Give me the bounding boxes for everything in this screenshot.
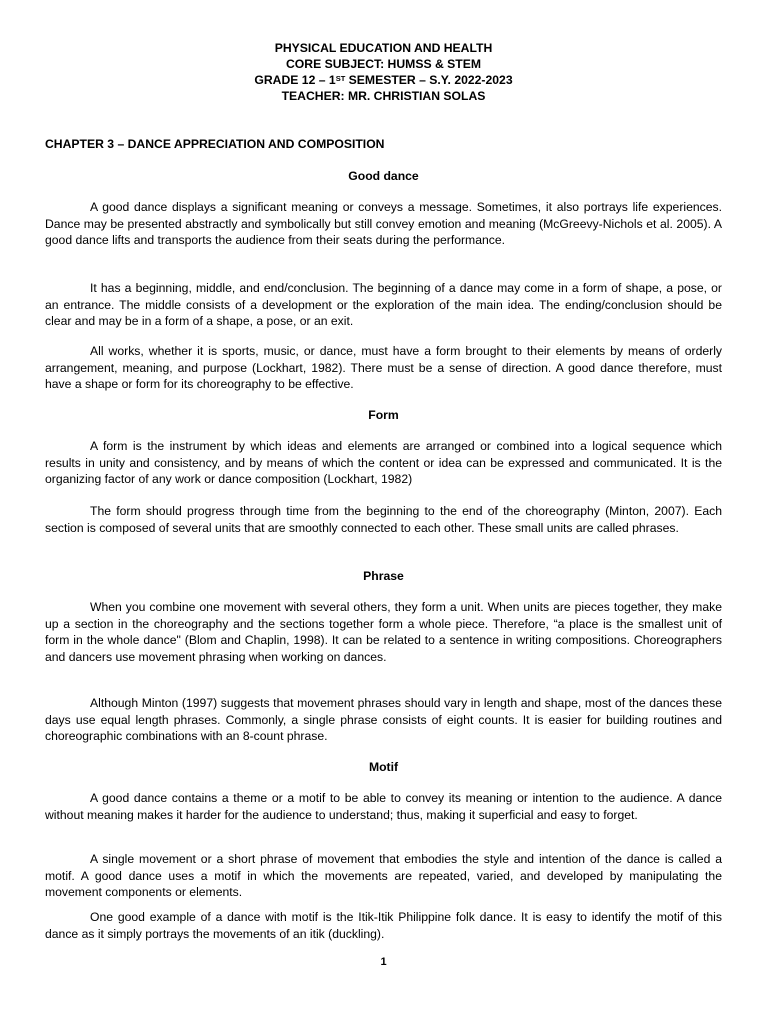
paragraph-good-dance-2: It has a beginning, middle, and end/conclusion. The beginning of a dance may come in a form of shape, a pose, or an entrance. The middle consists of a development or the exploration of the main idea. The ending/conclusion should be clear and may be in a form of a shape, a pose, or an exit.	[45, 281, 722, 329]
heading-good-dance: Good dance	[348, 169, 419, 183]
heading-motif: Motif	[368, 760, 399, 774]
paragraph-phrase-1: When you combine one movement with several others, they form a unit. When units are pieces together, they make up a section in the choreography and the sections together form a whole piece. Therefore, “a place is the smallest unit of form in the whole dance" (Blom and Chaplin, 1998). It can be related to a sentence in writing compositions. Choreographers and dancers use movement phrasing when working on dances.	[45, 600, 722, 664]
header-grade-semester: GRADE 12 – 1ST SEMESTER – S.Y. 2022-2023	[254, 73, 513, 87]
paragraph-good-dance-3: All works, whether it is sports, music, or dance, must have a form brought to their elements by means of orderly arrangement, meaning, and purpose (Lockhart, 1982). There must be a sense of direction. A good dance therefore, must have a shape or form for its choreography to be effective.	[45, 344, 722, 392]
paragraph-phrase-2: Although Minton (1997) suggests that movement phrases should vary in length and shape, most of the dances these days use equal length phrases. Commonly, a single phrase consists of eight counts. It is easier for building routines and choreographic combinations with an 8-count phrase.	[45, 696, 722, 744]
document-header	[45, 40, 722, 104]
paragraph-good-dance-1: A good dance displays a significant meaning or conveys a message. Sometimes, it also portrays life experiences. Dance may be presented abstractly and symbolically but still convey emotion and meaning (McGreevy-Nichols et al. 2005). A good dance lifts and transports the audience from their seats during the performance.	[45, 200, 722, 248]
paragraph-form-2: The form should progress through time from the beginning to the end of the choreography (Minton, 2007). Each section is composed of several units that are smoothly connected to each other. These small units are called phrases.	[45, 504, 722, 535]
document-page	[45, 40, 722, 968]
page-number: 1	[380, 956, 387, 968]
heading-form: Form	[368, 408, 399, 422]
header-subject-title: PHYSICAL EDUCATION AND HEALTH	[274, 41, 493, 55]
paragraph-motif-3: One good example of a dance with motif is the Itik-Itik Philippine folk dance. It is easy to identify the motif of this dance as it simply portrays the movements of an itik (duckling).	[45, 910, 722, 941]
paragraph-motif-2: A single movement or a short phrase of movement that embodies the style and intention of the dance is called a motif. A good dance uses a motif in which the movements are repeated, varied, and developed by manipulating the movement components or elements.	[45, 852, 722, 900]
paragraph-form-1: A form is the instrument by which ideas and elements are arranged or combined into a logical sequence which results in unity and consistency, and by means of which the content or idea can be expressed and communicated. It is the organizing factor of any work or dance composition (Lockhart, 1982)	[45, 439, 722, 487]
heading-phrase: Phrase	[363, 569, 404, 583]
header-teacher: TEACHER: MR. CHRISTIAN SOLAS	[281, 89, 486, 103]
paragraph-motif-1: A good dance contains a theme or a motif to be able to convey its meaning or intention to the audience. A dance without meaning makes it harder for the audience to understand; thus, making it superficial and easy to forget.	[45, 791, 722, 822]
header-core-subject: CORE SUBJECT: HUMSS & STEM	[285, 57, 482, 71]
chapter-title: CHAPTER 3 – DANCE APPRECIATION AND COMPOSITION	[45, 137, 385, 151]
